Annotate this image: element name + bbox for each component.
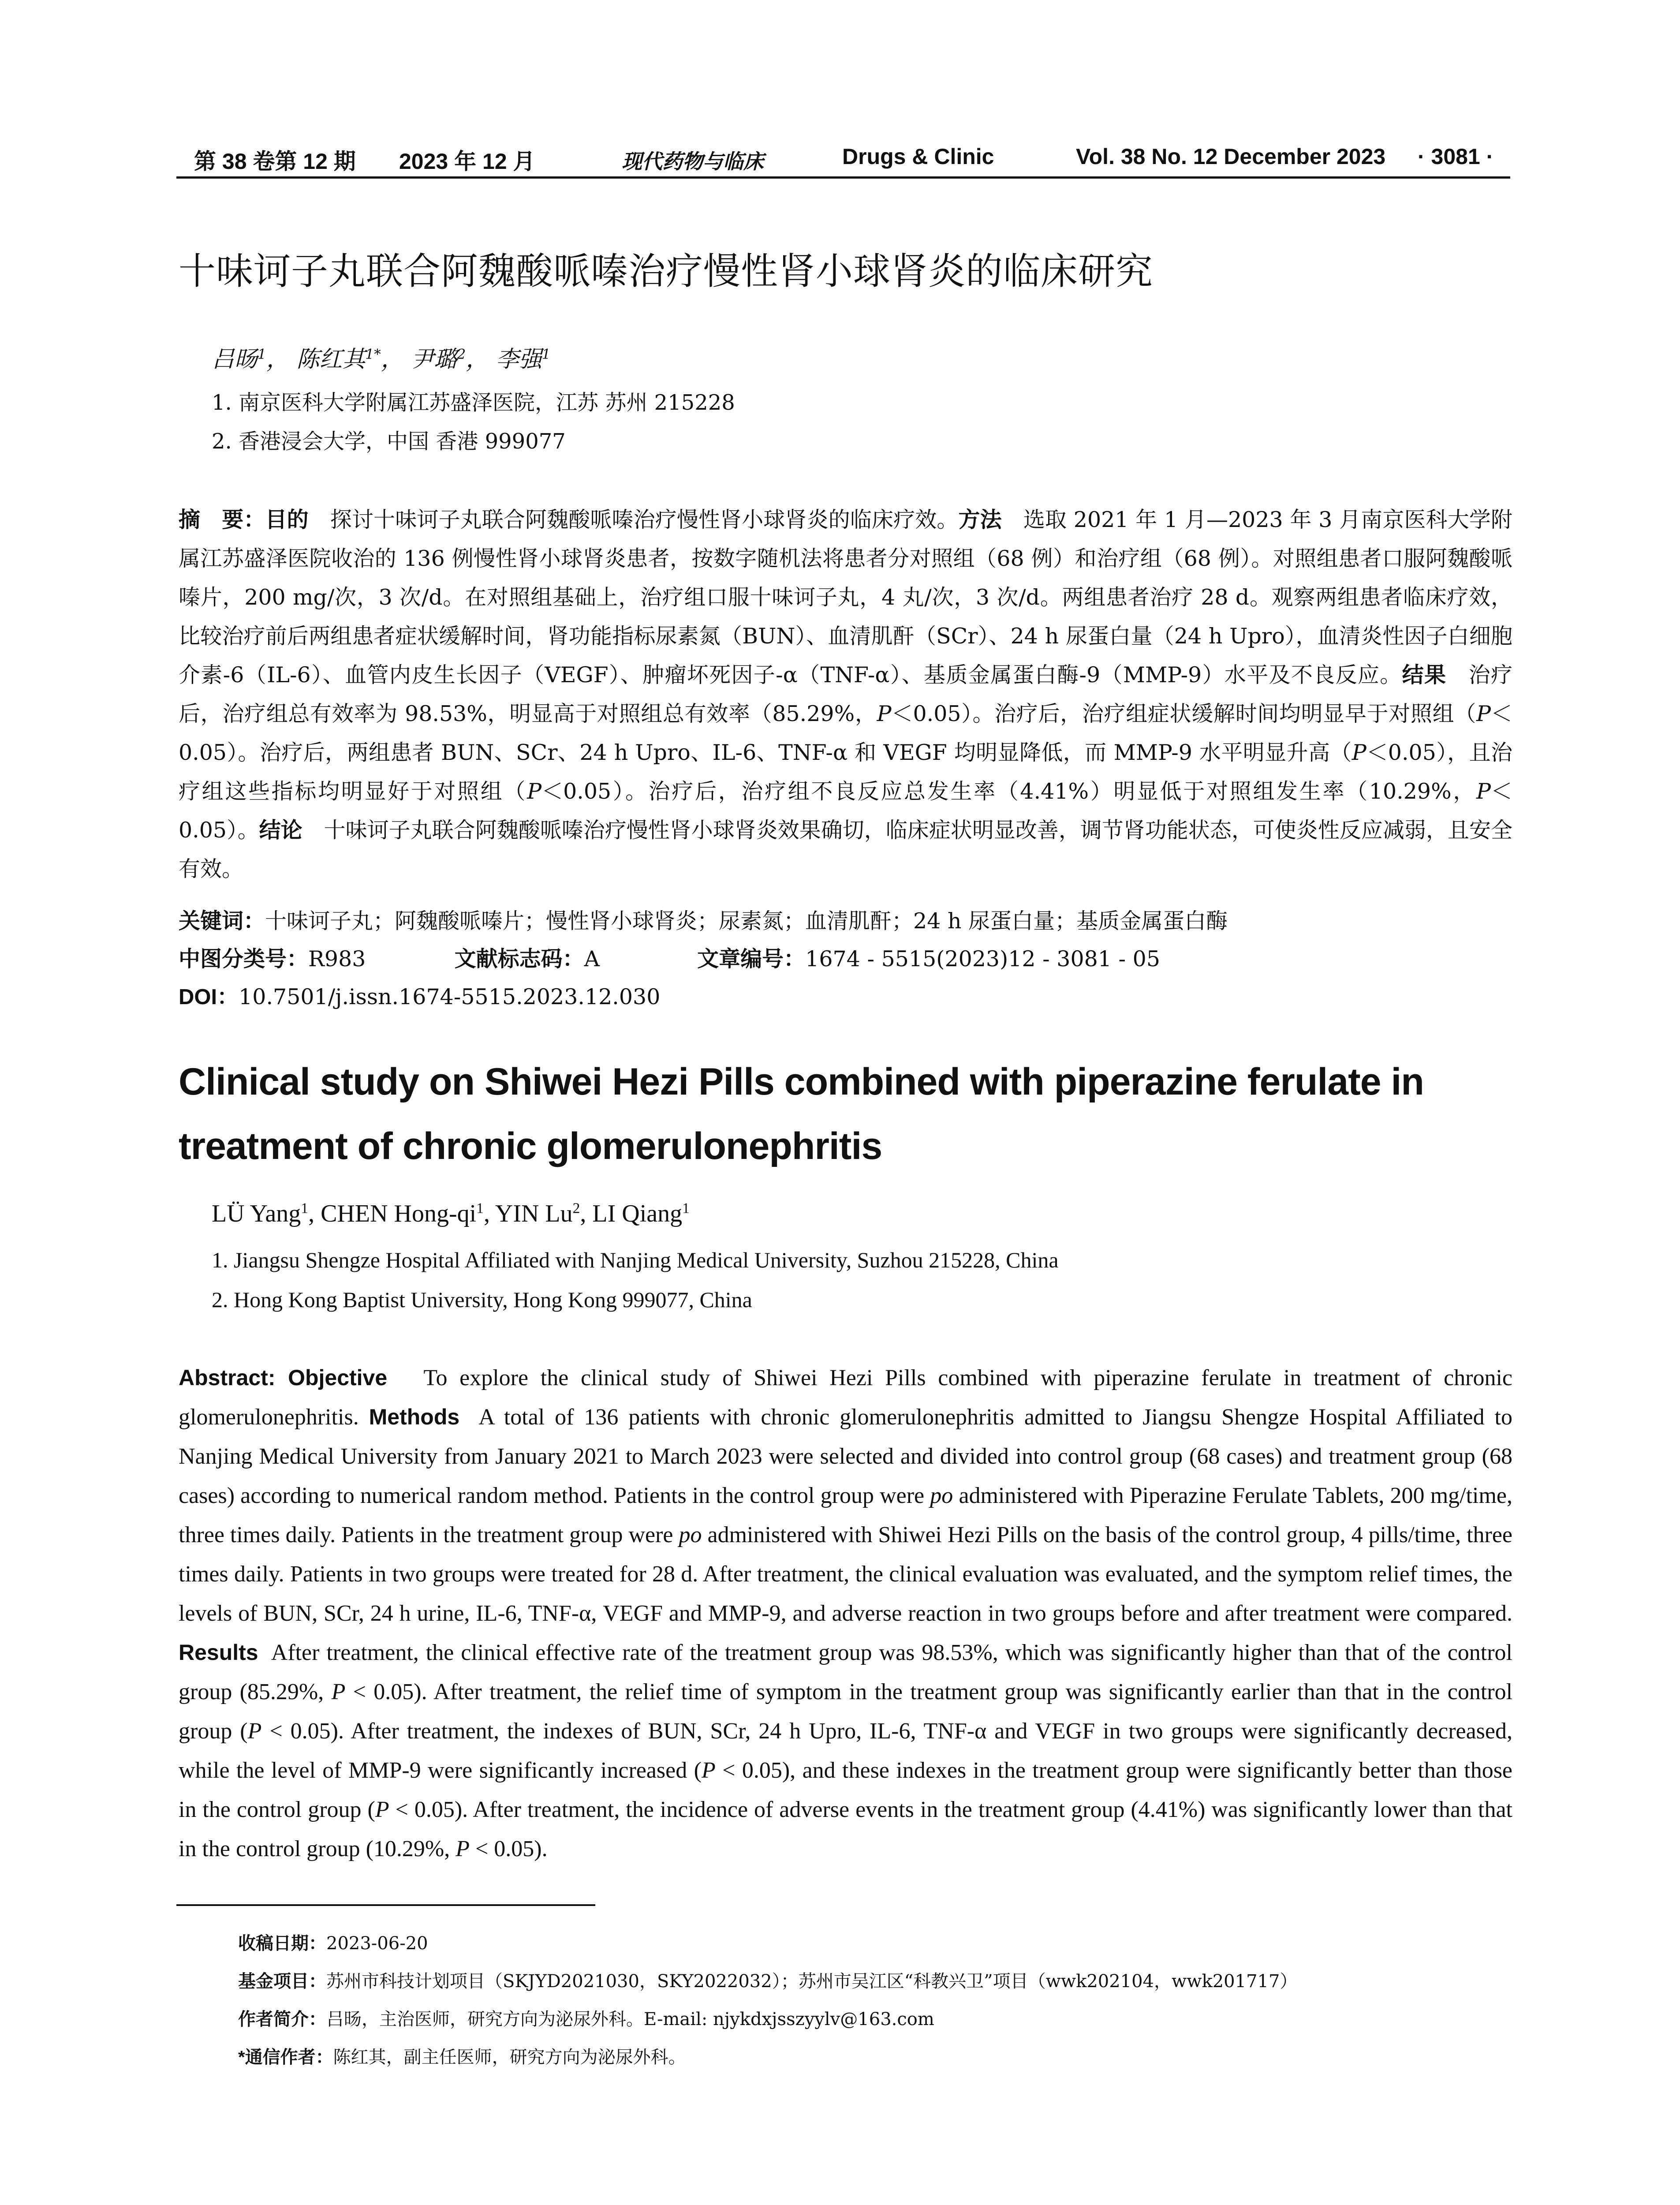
p-symbol: P	[375, 1797, 389, 1822]
footnote-author-bio-label: 作者简介：	[238, 2010, 326, 2029]
po-abbr: po	[679, 1522, 702, 1547]
title-cn: 十味诃子丸联合阿魏酸哌嗪治疗慢性肾小球肾炎的临床研究	[179, 250, 1154, 293]
methods-cn-label: 方法	[958, 508, 1002, 532]
footnote-corresponding-text: 陈红其，副主任医师，研究方向为泌尿外科。	[333, 2047, 686, 2067]
clc-label: 中图分类号：	[179, 947, 309, 971]
results-cn-3: ＜0.05）。治疗后，两组患者 BUN、SCr、24 h Upro、IL-6、TNF-α 和 VEGF 均明显降低，而 MMP-9 水平明显升高（	[179, 701, 1513, 765]
results-cn-label: 结果	[1402, 663, 1447, 687]
footnote-author-bio	[238, 2005, 934, 2030]
keywords-cn-label: 关键词：	[179, 909, 265, 933]
p-symbol: P	[527, 779, 542, 804]
author-en-2: CHEN Hong-qi	[321, 1200, 477, 1227]
affiliation-cn-2: 2. 香港浸会大学，中国 香港 999077	[212, 429, 566, 454]
authors-cn: 吕旸$^1$， 陈红其$^{1*}$， 尹璐$^2$， 李强$^1$	[212, 346, 551, 373]
footnote-rule	[176, 1904, 595, 1906]
objective-cn-label: 目的	[265, 508, 309, 532]
methods-en-2: administered with Piperazine Ferulate Tablets, 200 mg/time, three times daily. Patients in the treatment group were	[179, 1483, 1513, 1547]
footnote-received-label: 收稿日期：	[238, 1934, 326, 1953]
author-cn-3: 尹璐	[411, 346, 457, 373]
author-cn-1-sup: 1	[258, 346, 266, 363]
author-cn-4-sup: 1	[541, 346, 551, 363]
author-en-2-sup: 1	[476, 1200, 484, 1217]
footnote-author-bio-text: 吕旸，主治医师，研究方向为泌尿外科。E-mail: njykdxjsszyylv@163.com	[326, 2009, 934, 2029]
header-date-cn: 2023 年 12 月	[399, 149, 535, 174]
title-en: Clinical study on Shiwei Hezi Pills combined with piperazine ferulate in treatment of chronic glomerulonephritis	[179, 1061, 1424, 1167]
doc-code-value: A	[584, 946, 600, 972]
footnote-funding-text: 苏州市科技计划项目（SKJYD2021030，SKY2022032）；苏州市吴江区“科教兴卫”项目（wwk202104，wwk201717）	[326, 1971, 1298, 1992]
conclusion-cn-label: 结论	[259, 818, 302, 842]
article-number-label: 文章编号：	[697, 947, 806, 971]
header-journal-cn: 现代药物与临床	[622, 149, 764, 173]
results-cn-4: ＜0.05），且治疗组这些指标均明显好于对照组（	[179, 740, 1512, 804]
author-cn-2: 陈红其	[296, 346, 366, 373]
results-cn-2: ＜0.05）。治疗后，治疗组症状缓解时间均明显早于对照组（	[891, 701, 1477, 726]
doc-code-label: 文献标志码：	[454, 947, 584, 971]
header-page-number: · 3081 ·	[1418, 144, 1494, 169]
p-symbol: P	[877, 701, 892, 726]
methods-en-label: Methods	[369, 1405, 460, 1429]
results-en-2: < 0.05). After treatment, the relief time of symptom in the treatment group was significantly earlier than that in the control group (	[179, 1679, 1513, 1744]
methods-en-1: A total of 136 patients with chronic glomerulonephritis admitted to Jiangsu Shengze Hospital Affiliated to Nanjing Medical University from January 2021 to March 2023 were selected and divided into control group (68 cases) and treatment group (68 cases) according to numerical random method. Patients in the control group were	[179, 1405, 1512, 1508]
results-en-6: < 0.05).	[475, 1836, 548, 1861]
footnote-corresponding	[238, 2043, 686, 2068]
keywords-cn	[179, 904, 1228, 935]
doi-label: DOI：	[179, 985, 239, 1009]
p-symbol: P	[1476, 779, 1491, 804]
author-en-3: YIN Lu	[495, 1200, 573, 1227]
abstract-en	[179, 1358, 1512, 1869]
p-symbol: P	[331, 1679, 346, 1704]
author-en-1: LÜ Yang	[212, 1200, 301, 1227]
abstract-en-objective-label: Abstract: Objective	[179, 1365, 388, 1390]
author-cn-2-sup: 1*	[365, 346, 381, 363]
p-symbol: P	[455, 1836, 470, 1861]
author-en-3-sup: 2	[572, 1200, 580, 1217]
objective-cn: 探讨十味诃子丸联合阿魏酸哌嗪治疗慢性肾小球肾炎的临床疗效。	[308, 507, 959, 532]
header-journal-en: Drugs & Clinic	[842, 144, 994, 169]
footnote-funding	[238, 1967, 1297, 1992]
results-en-1: After treatment, the clinical effective rate of the treatment group was 98.53%, which was significantly higher than that of the control group (85.29%,	[179, 1640, 1512, 1704]
results-en-5: < 0.05). After treatment, the incidence of adverse events in the treatment group (4.41%) was significantly lower than that in the control group (10.29%,	[179, 1797, 1512, 1861]
results-en-4: < 0.05), and these indexes in the treatment group were significantly better than those in the control group (	[179, 1758, 1513, 1822]
author-cn-4: 李强	[496, 346, 542, 373]
methods-en-3: administered with Shiwei Hezi Pills on the basis of the control group, 4 pills/time, three times daily. Patients in two groups were treated for 28 d. After treatment, the clinical evaluation was evaluated, and the symptom relief times, the levels of BUN, SCr, 24 h urine, IL-6, TNF-α, VEGF and MMP-9, and adverse reaction in two groups before and after treatment were compared.	[179, 1522, 1512, 1626]
header-issue-cn: 第 38 卷第 12 期	[194, 149, 356, 174]
abstract-cn-label: 摘 要：	[179, 508, 265, 532]
methods-cn: 选取 2021 年 1 月—2023 年 3 月南京医科大学附属江苏盛泽医院收治的 136 例慢性肾小球肾炎患者，按数字随机法将患者分对照组（68 例）和治疗组（68 例）。对照组患者口服阿魏酸哌嗪片，200 mg/次，3 次/d。在对照组基础上，治疗组口服十味诃子丸，4 丸/次，3 次/d。两组患者治疗 28 d。观察两组患者临床疗效，比较治疗前后两组患者症状缓解时间，肾功能指标尿素氮（BUN）、血清肌酐（SCr）、24 h 尿蛋白量（24 h Upro），血清炎性因子白细胞介素-6（IL-6）、血管内皮生长因子（VEGF）、肿瘤坏死因子-α（TNF-α）、基质金属蛋白酶-9（MMP-9）水平及不良反应。	[179, 507, 1512, 688]
results-en-3: < 0.05). After treatment, the indexes of BUN, SCr, 24 h Upro, IL-6, TNF-α and VEGF in two groups were significantly decreased, while the level of MMP-9 were significantly increased (	[179, 1719, 1512, 1783]
header-volume-en: Vol. 38 No. 12 December 2023	[1076, 144, 1386, 169]
p-symbol: P	[701, 1758, 716, 1783]
footnote-received-text: 2023-06-20	[326, 1933, 428, 1954]
footnote-corresponding-label: *通信作者：	[238, 2048, 333, 2067]
abstract-cn	[179, 501, 1512, 889]
p-symbol: P	[1351, 740, 1366, 765]
author-en-4-sup: 1	[682, 1200, 690, 1217]
conclusion-cn: 十味诃子丸联合阿魏酸哌嗪治疗慢性肾小球肾炎效果确切，临床症状明显改善，调节肾功能状态，可使炎性反应减弱，且安全有效。	[179, 818, 1512, 882]
p-symbol: P	[1476, 701, 1491, 726]
running-header	[176, 141, 1510, 176]
keywords-cn-text: 十味诃子丸；阿魏酸哌嗪片；慢性肾小球肾炎；尿素氮；血清肌酐；24 h 尿蛋白量；基质金属蛋白酶	[265, 908, 1228, 934]
footnote-funding-label: 基金项目：	[238, 1972, 326, 1991]
results-en-label: Results	[179, 1640, 258, 1665]
results-cn-1: 治疗后，治疗组总有效率为 98.53%，明显高于对照组总有效率（85.29%，	[179, 662, 1512, 726]
doi-value[interactable]: 10.7501/j.issn.1674-5515.2023.12.030	[239, 984, 661, 1009]
affiliation-cn-1: 1. 南京医科大学附属江苏盛泽医院，江苏 苏州 215228	[212, 390, 735, 415]
author-en-1-sup: 1	[301, 1200, 309, 1217]
doi-line[interactable]	[179, 980, 660, 1011]
affiliation-en-1: 1. Jiangsu Shengze Hospital Affiliated with Nanjing Medical University, Suzhou 215228, China	[212, 1248, 1059, 1272]
po-abbr: po	[930, 1483, 953, 1508]
header-rule	[176, 176, 1510, 179]
author-en-4: LI Qiang	[592, 1200, 683, 1227]
authors-en: LÜ Yang$^1$, CHEN Hong-$qi^1$, YIN Lu$^2$, LI Qiang$^1$	[212, 1200, 690, 1227]
results-cn-5: ＜0.05）。治疗后，治疗组不良反应总发生率（4.41%）明显低于对照组发生率（10.29%，	[541, 779, 1476, 804]
affiliation-en-2: 2. Hong Kong Baptist University, Hong Kong 999077, China	[212, 1287, 752, 1312]
classification-line	[179, 942, 1160, 973]
p-symbol: P	[247, 1719, 262, 1744]
footnote-received	[238, 1929, 428, 1955]
author-cn-3-sup: 2	[457, 346, 466, 363]
objective-en: To explore the clinical study of Shiwei Hezi Pills combined with piperazine ferulate in treatment of chronic glomerulonephritis.	[179, 1365, 1512, 1430]
article-number-value: 1674 - 5515(2023)12 - 3081 - 05	[805, 946, 1161, 972]
clc-value: R983	[308, 946, 366, 972]
author-cn-1: 吕旸	[212, 346, 258, 373]
results-cn-6: ＜0.05）。	[179, 779, 1512, 843]
